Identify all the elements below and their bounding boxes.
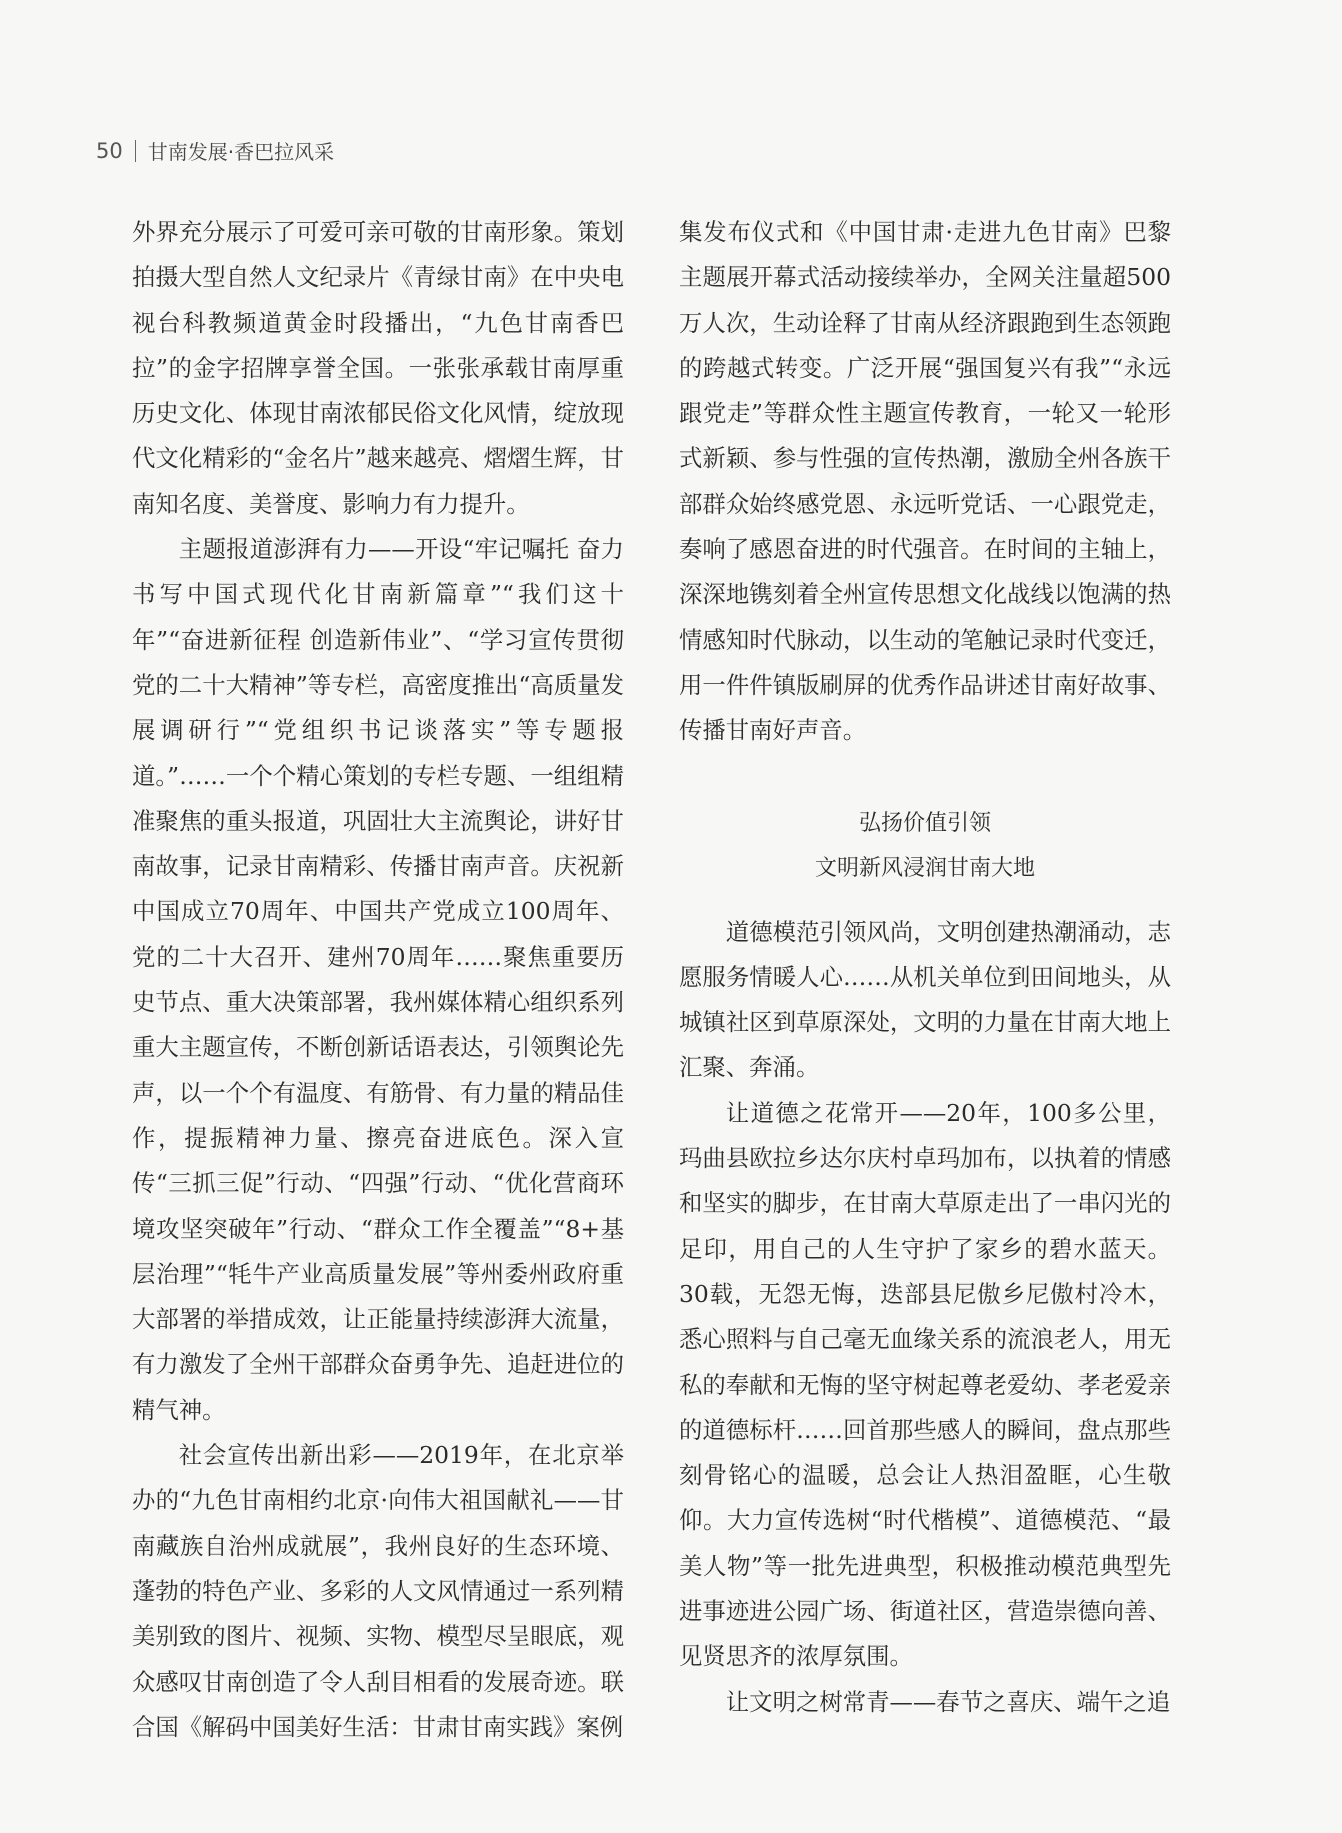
header-divider	[135, 140, 136, 162]
paragraph: 集发布仪式和《中国甘肃·走进九色甘南》巴黎主题展开幕式活动接续举办，全网关注量超500万人次，生动诠释了甘南从经济跟跑到生态领跑的跨越式转变。广泛开展“强国复兴有我”“永远跟党走”等群众性主题宣传教育，一轮又一轮形式新颖、参与性强的宣传热潮，激励全州各族干部群众始终感党恩、永远听党话、一心跟党走，奏响了感恩奋进的时代强音。在时间的主轴上，深深地镌刻着全州宣传思想文化战线以饱满的热情感知时代脉动，以生动的笔触记录时代变迁，用一件件镇版刷屏的优秀作品讲述甘南好故事、传播甘南好声音。	[679, 218, 1171, 745]
section-heading-line1: 弘扬价值引领	[858, 810, 991, 836]
paragraph: 让文明之树常青——春节之喜庆、端午之追	[725, 1687, 1171, 1716]
paragraph: 社会宣传出新出彩——2019年，在北京举办的“九色甘南相约北京·向伟大祖国献礼——甘南藏族自治州成就展”，我州良好的生态环境、蓬勃的特色产业、多彩的人文风情通过一系列精美别致的图片、视频、实物、模型尽呈眼底，观众感叹甘南创造了令人刮目相看的发展奇迹。联合国《解码中国美好生活：甘肃甘南实践》案例	[132, 1441, 624, 1741]
right-column	[679, 210, 1171, 1725]
running-header	[96, 136, 334, 165]
paragraph: 让道德之花常开——20年，100多公里，玛曲县欧拉乡达尔庆村卓玛加布，以执着的情感和坚实的脚步，在甘南大草原走出了一串闪光的足印，用自己的人生守护了家乡的碧水蓝天。30载，无怨无悔，迭部县尼傲乡尼傲村冷木，悉心照料与自己毫无血缘关系的流浪老人，用无私的奉献和无悔的坚守树起尊老爱幼、孝老爱亲的道德标杆……回首那些感人的瞬间，盘点那些刻骨铭心的温暖，总会让人热泪盈眶，心生敬仰。大力宣传选树“时代楷模”、道德模范、“最美人物”等一批先进典型，积极推动模范典型先进事迹进公园广场、街道社区，营造崇德向善、见贤思齐的浓厚氛围。	[679, 1098, 1171, 1671]
section-title: 甘南发展·香巴拉风采	[147, 140, 335, 164]
paragraph: 外界充分展示了可爱可亲可敬的甘南形象。策划拍摄大型自然人文纪录片《青绿甘南》在中央电视台科教频道黄金时段播出，“九色甘南香巴拉”的金字招牌享誉全国。一张张承载甘南厚重历史文化、体现甘南浓郁民俗文化风情，绽放现代文化精彩的“金名片”越来越亮、熠熠生辉，甘南知名度、美誉度、影响力有力提升。	[132, 218, 624, 518]
paragraph: 道德模范引领风尚，文明创建热潮涌动，志愿服务情暖人心……从机关单位到田间地头，从城镇社区到草原深处，文明的力量在甘南大地上汇聚、奔涌。	[679, 917, 1171, 1082]
left-column	[132, 210, 624, 1750]
paragraph: 主题报道澎湃有力——开设“牢记嘱托 奋力书写中国式现代化甘南新篇章”“我们这十年”“奋进新征程 创造新伟业”、“学习宣传贯彻党的二十大精神”等专栏，高密度推出“高质量发展调研行”“党组织书记谈落实”等专题报道。”……一个个精心策划的专栏专题、一组组精准聚焦的重头报道，巩固壮大主流舆论，讲好甘南故事，记录甘南精彩、传播甘南声音。庆祝新中国成立70周年、中国共产党成立100周年、党的二十大召开、建州70周年……聚焦重要历史节点、重大决策部署，我州媒体精心组织系列重大主题宣传，不断创新话语表达，引领舆论先声，以一个个有温度、有筋骨、有力量的精品佳作，提振精神力量、擦亮奋进底色。深入宣传“三抓三促”行动、“四强”行动、“优化营商环境攻坚突破年”行动、“群众工作全覆盖”“8+基层治理”“牦牛产业高质量发展”等州委州政府重大部署的举措成效，让正能量持续澎湃大流量，有力激发了全州干部群众奋勇争先、追赶进位的精气神。	[132, 535, 624, 1424]
section-heading-line2: 文明新风浸润甘南大地	[814, 855, 1035, 881]
page-number: 50	[96, 138, 123, 163]
section-heading	[679, 801, 1171, 891]
